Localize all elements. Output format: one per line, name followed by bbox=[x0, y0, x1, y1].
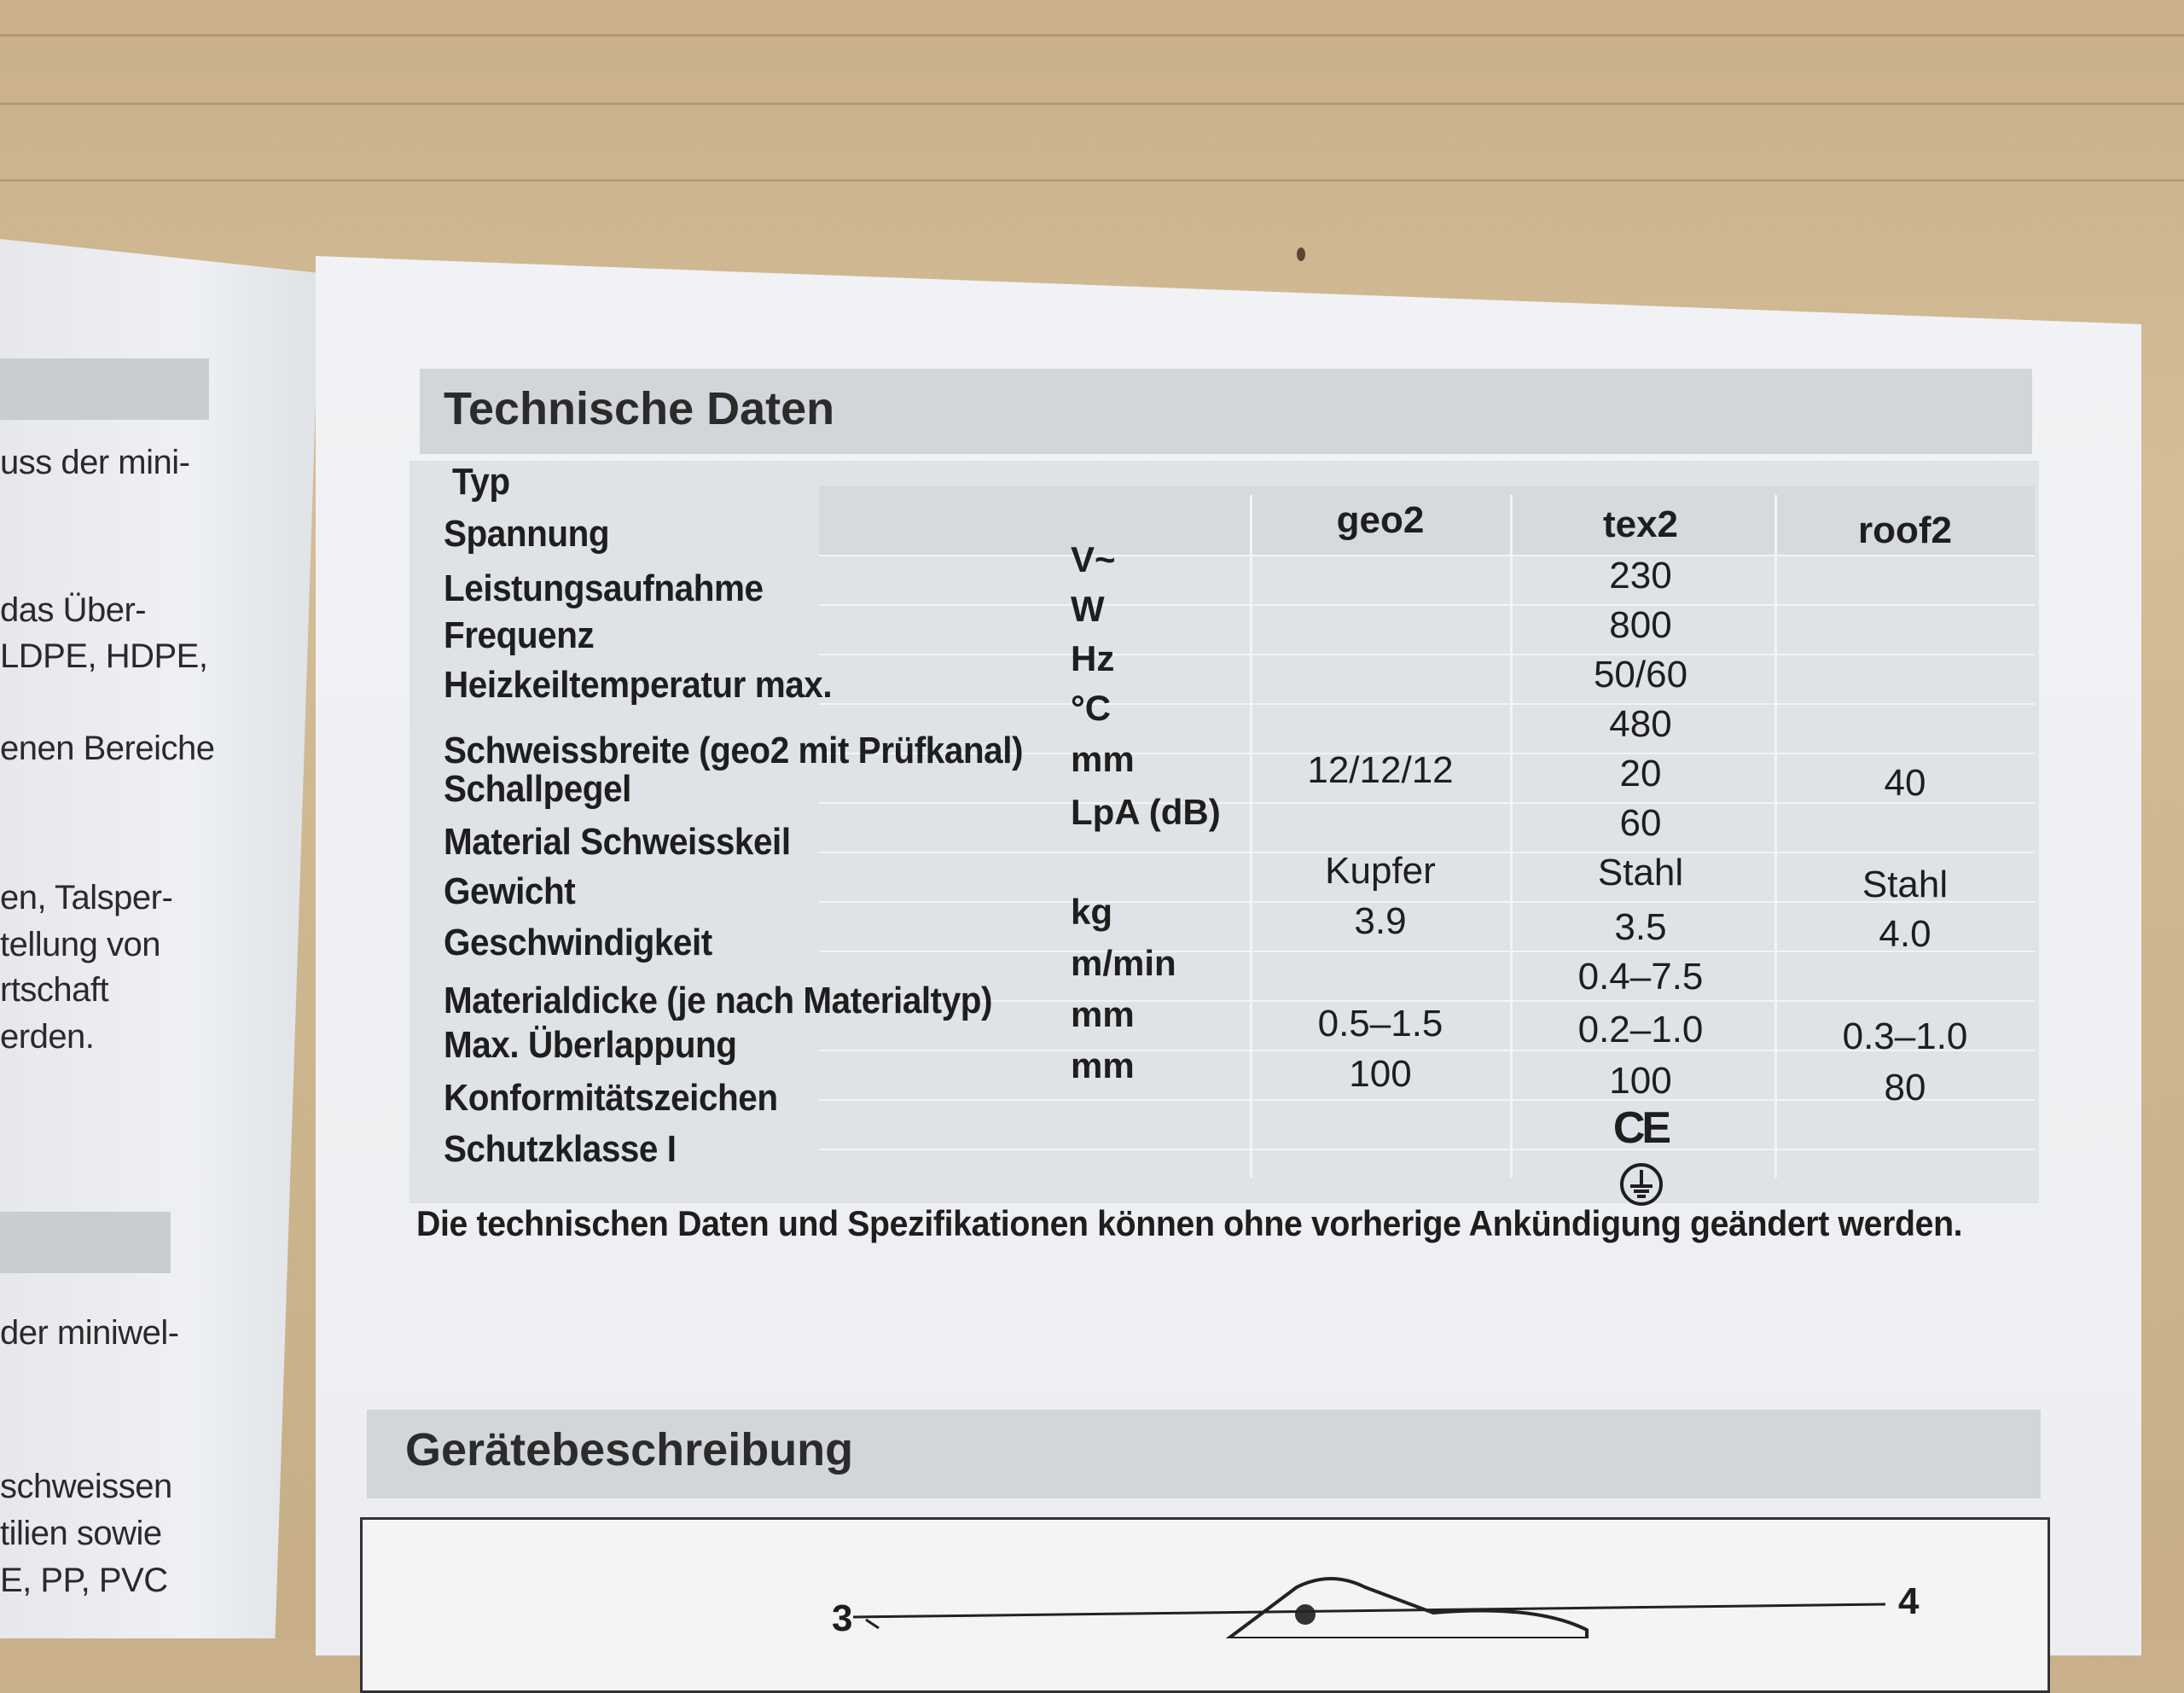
unit-spannung: V~ bbox=[1071, 539, 1116, 579]
cell-gewicht-tex2: 3.5 bbox=[1614, 906, 1667, 948]
cell-schweissbreite-geo2: 12/12/12 bbox=[1307, 749, 1454, 791]
row-label-konformitaetszeichen: Konformitätszeichen bbox=[444, 1077, 778, 1119]
table-row-divider bbox=[819, 654, 2035, 655]
left-page-line: tilien sowie bbox=[0, 1515, 162, 1552]
wood-grain bbox=[0, 34, 2184, 37]
left-page-line: erden. bbox=[0, 1018, 95, 1056]
row-label-max-ueberlappung: Max. Überlappung bbox=[444, 1024, 737, 1066]
row-label-spannung: Spannung bbox=[444, 513, 610, 555]
table-row-divider bbox=[819, 604, 2035, 606]
table-row-divider bbox=[819, 1149, 2035, 1150]
left-page-line: das Über- bbox=[0, 591, 147, 629]
cell-materialdicke-roof2: 0.3–1.0 bbox=[1842, 1015, 1968, 1057]
left-page-line: rtschaft bbox=[0, 971, 109, 1009]
cell-schweissbreite-roof2: 40 bbox=[1884, 762, 1926, 804]
callout-number-4: 4 bbox=[1898, 1580, 1920, 1622]
protective-earth-icon bbox=[1618, 1161, 1664, 1207]
left-page-line: en, Talsper- bbox=[0, 879, 173, 916]
section-heading-technische-daten: Technische Daten bbox=[444, 383, 835, 434]
type-label: Typ bbox=[452, 461, 510, 503]
row-label-materialdicke: Materialdicke (je nach Materialtyp) bbox=[444, 980, 993, 1021]
cell-geschwindigkeit-tex2: 0.4–7.5 bbox=[1577, 956, 1704, 998]
column-header-geo2: geo2 bbox=[1336, 499, 1425, 541]
row-label-schutzklasse: Schutzklasse I bbox=[444, 1128, 677, 1170]
cell-frequenz-tex2: 50/60 bbox=[1593, 654, 1688, 695]
left-page-line: E, PP, PVC bbox=[0, 1562, 168, 1599]
row-label-schweissbreite: Schweissbreite (geo2 mit Prüfkanal) bbox=[444, 730, 1024, 771]
left-page-heading-band bbox=[0, 358, 209, 420]
unit-heizkeiltemperatur: °C bbox=[1071, 688, 1112, 728]
unit-max-ueberlappung: mm bbox=[1071, 1045, 1135, 1085]
cell-gewicht-geo2: 3.9 bbox=[1354, 900, 1407, 942]
left-page-line: uss der mini- bbox=[0, 444, 190, 481]
cell-material-roof2: Stahl bbox=[1862, 864, 1949, 905]
cell-gewicht-roof2: 4.0 bbox=[1879, 913, 1931, 955]
unit-materialdicke: mm bbox=[1071, 994, 1135, 1034]
unit-gewicht: kg bbox=[1071, 892, 1113, 932]
disclaimer-note: Die technischen Daten und Spezifikationen können ohne vorherige Ankündigung geändert werden. bbox=[416, 1203, 1963, 1243]
row-label-leistungsaufnahme: Leistungsaufnahme bbox=[444, 567, 764, 609]
left-page-line: der miniwel- bbox=[0, 1314, 179, 1352]
wood-grain bbox=[0, 102, 2184, 105]
cell-schallpegel-tex2: 60 bbox=[1619, 802, 1662, 844]
left-page-heading-band bbox=[0, 1212, 171, 1273]
ce-mark-icon: CE bbox=[1612, 1103, 1669, 1153]
cell-spannung-tex2: 230 bbox=[1609, 555, 1672, 596]
row-label-schallpegel: Schallpegel bbox=[444, 768, 631, 810]
device-illustration bbox=[853, 1553, 1979, 1638]
left-page-line: tellung von bbox=[0, 926, 160, 963]
callout-number-3: 3 bbox=[832, 1597, 853, 1639]
unit-schallpegel: LpA (dB) bbox=[1071, 792, 1221, 832]
row-label-gewicht: Gewicht bbox=[444, 870, 576, 912]
cell-material-geo2: Kupfer bbox=[1325, 850, 1436, 892]
left-page-line: LDPE, HDPE, bbox=[0, 637, 208, 675]
unit-geschwindigkeit: m/min bbox=[1071, 943, 1176, 983]
table-row-divider bbox=[819, 703, 2035, 705]
cell-material-tex2: Stahl bbox=[1597, 852, 1684, 893]
column-header-tex2: tex2 bbox=[1602, 503, 1679, 545]
cell-ueberlappung-tex2: 100 bbox=[1609, 1060, 1672, 1102]
left-page-line: enen Bereiche bbox=[0, 730, 215, 767]
cell-materialdicke-geo2: 0.5–1.5 bbox=[1317, 1003, 1443, 1044]
cell-temperatur-tex2: 480 bbox=[1609, 703, 1672, 745]
unit-frequenz: Hz bbox=[1071, 638, 1115, 678]
row-label-heizkeiltemperatur: Heizkeiltemperatur max. bbox=[444, 664, 833, 706]
left-page-line: schweissen bbox=[0, 1468, 172, 1505]
table-row-divider bbox=[819, 1000, 2035, 1002]
wood-knot bbox=[1297, 247, 1305, 261]
section-heading-geraetebeschreibung: Gerätebeschreibung bbox=[405, 1424, 854, 1475]
cell-schweissbreite-tex2: 20 bbox=[1619, 753, 1662, 794]
row-label-geschwindigkeit: Geschwindigkeit bbox=[444, 922, 712, 963]
row-label-frequenz: Frequenz bbox=[444, 614, 595, 656]
cell-ueberlappung-roof2: 80 bbox=[1884, 1067, 1926, 1108]
cell-ueberlappung-geo2: 100 bbox=[1349, 1053, 1412, 1095]
cell-materialdicke-tex2: 0.2–1.0 bbox=[1577, 1009, 1704, 1050]
wood-grain bbox=[0, 179, 2184, 182]
row-label-material-schweisskeil: Material Schweisskeil bbox=[444, 821, 791, 863]
unit-leistungsaufnahme: W bbox=[1071, 589, 1105, 629]
cell-leistung-tex2: 800 bbox=[1609, 604, 1672, 646]
unit-schweissbreite: mm bbox=[1071, 739, 1135, 779]
table-row-divider bbox=[819, 555, 2035, 556]
column-header-roof2: roof2 bbox=[1858, 509, 1952, 551]
